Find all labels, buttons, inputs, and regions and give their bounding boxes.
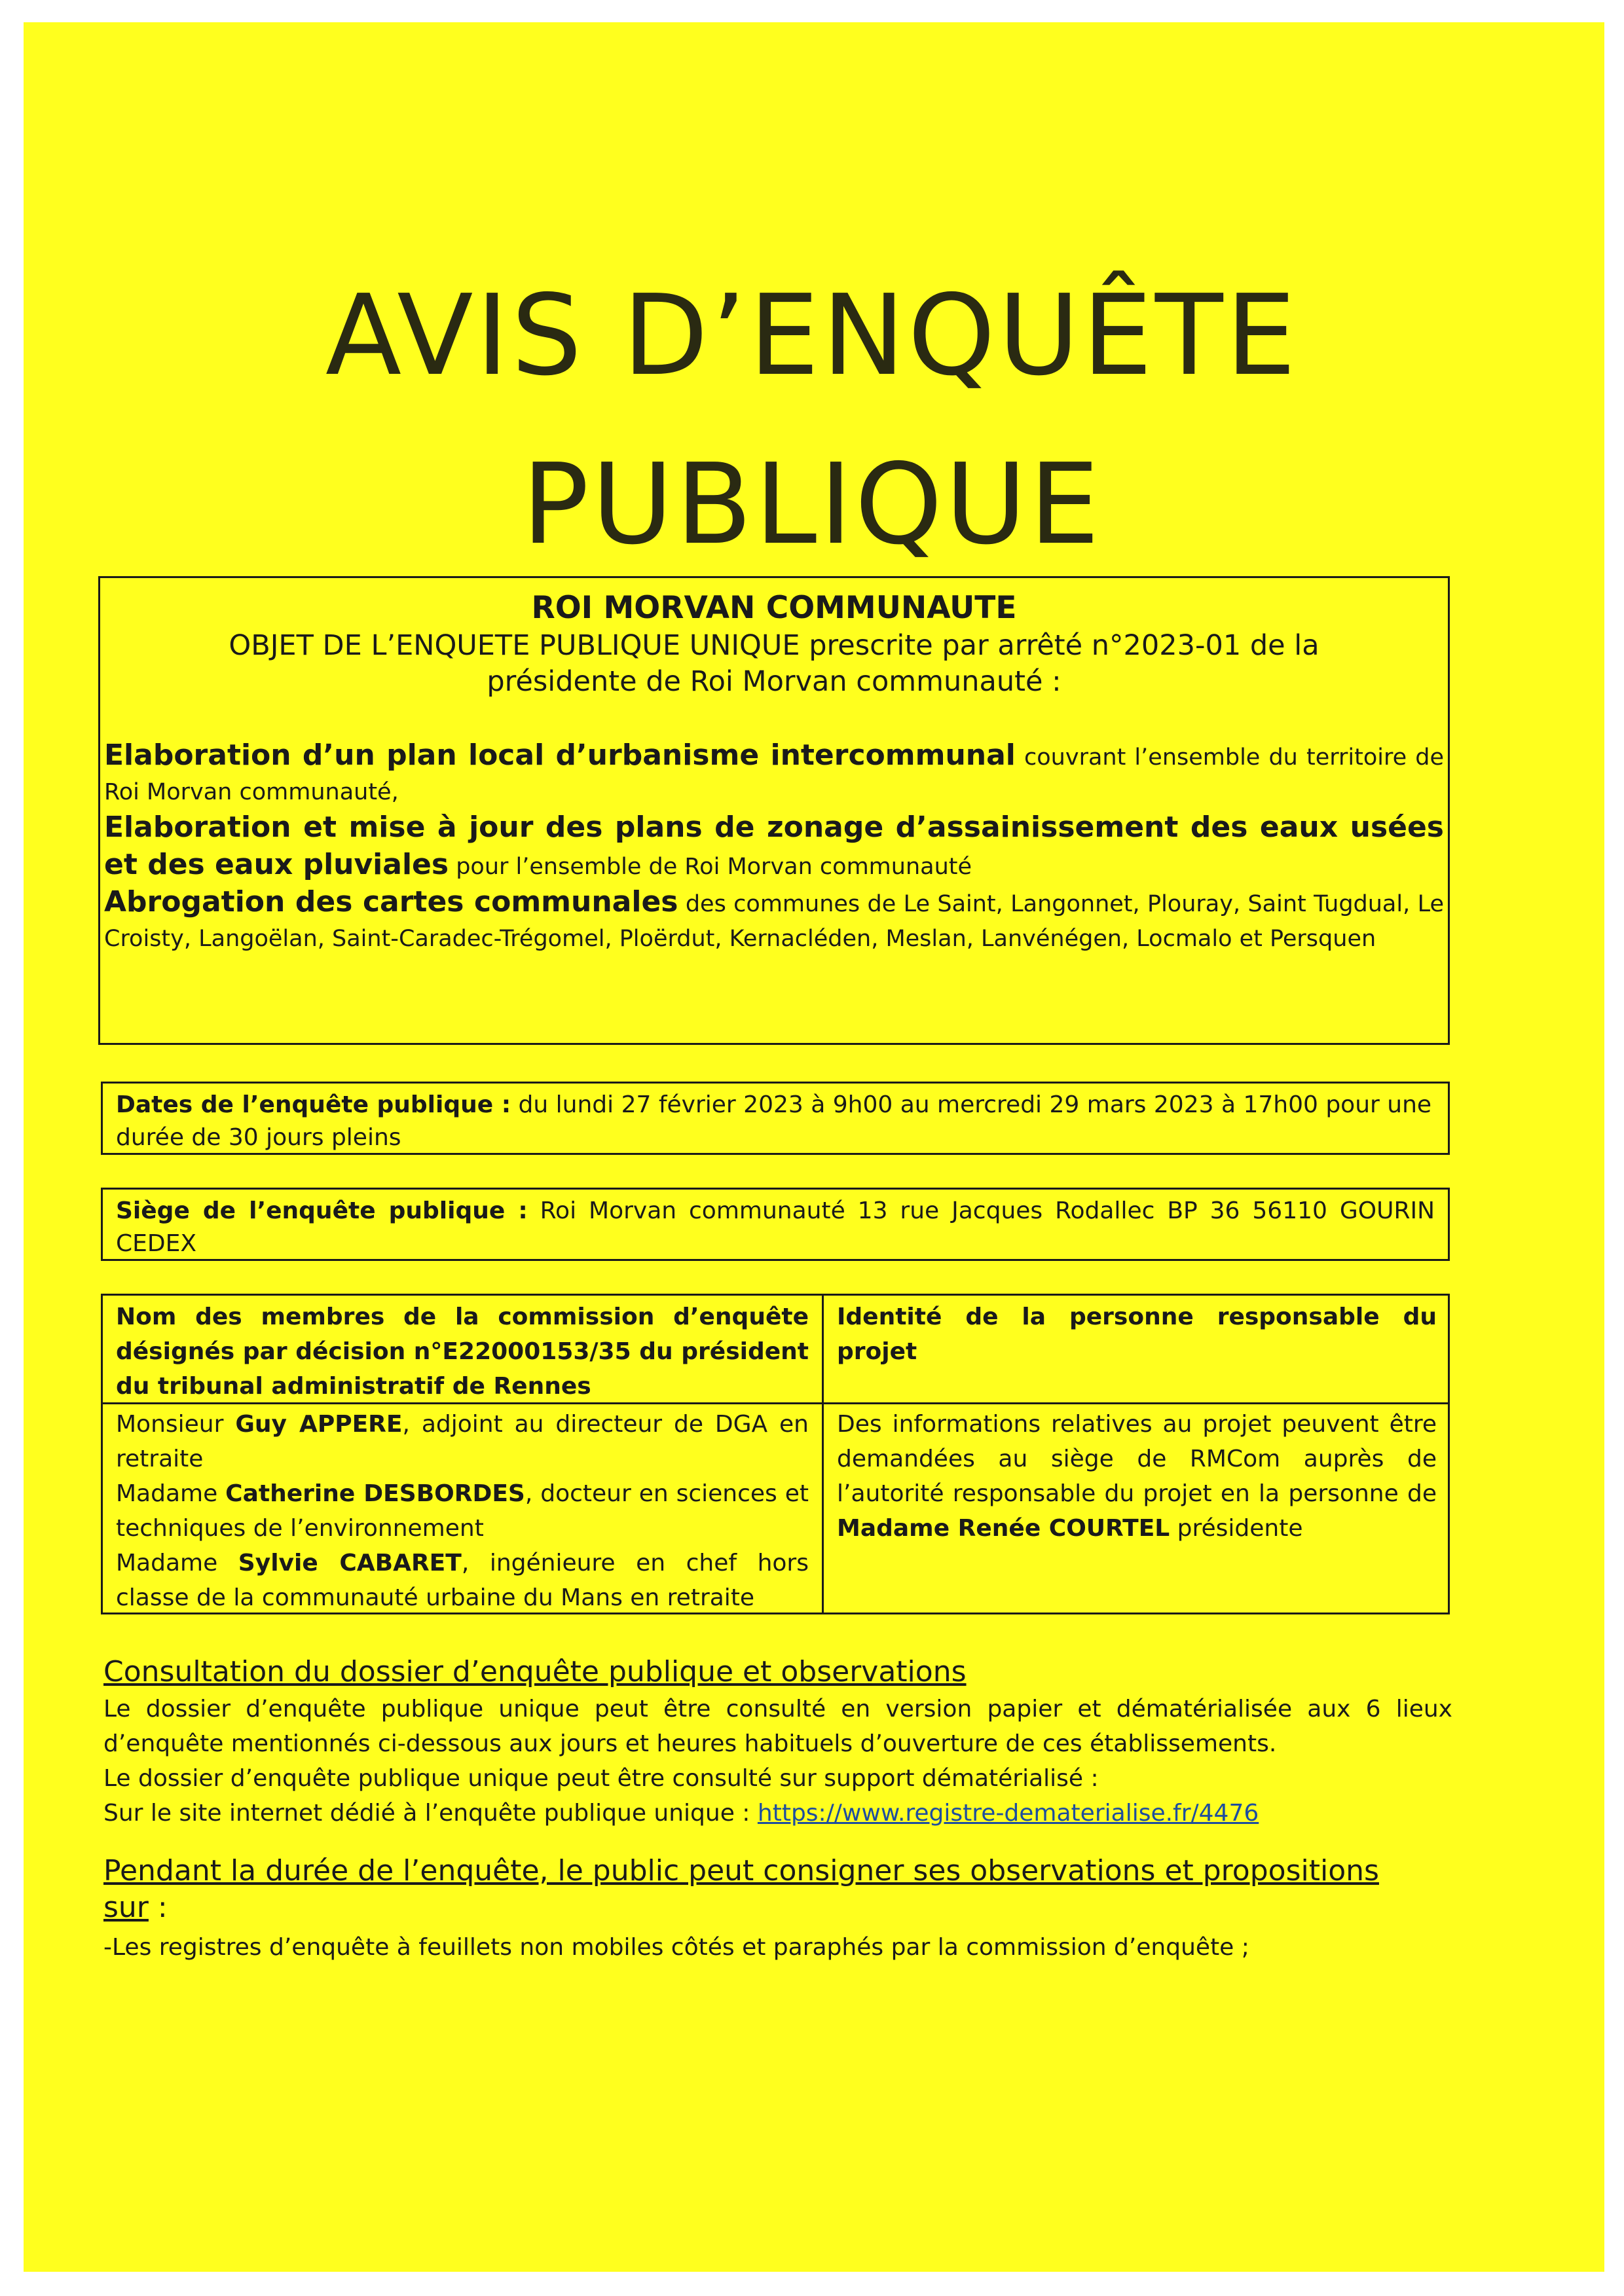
consultation-para-2: Le dossier d’enquête publique unique peut être consulté sur support dématérialisé :	[103, 1765, 1099, 1792]
registre-link[interactable]: https://www.registre-dematerialise.fr/4476	[757, 1800, 1259, 1827]
consultation-para-3: Sur le site internet dédié à l’enquête publique unique : https://www.registre-dematerialise.fr/4476	[103, 1800, 1259, 1827]
object-line-1: OBJET DE L’ENQUETE PUBLIQUE UNIQUE prescrite par arrêté n°2023-01 de la	[229, 629, 1320, 662]
commission-table	[101, 1294, 1450, 1614]
organisation-name: ROI MORVAN COMMUNAUTE	[531, 590, 1017, 626]
dates-label: Dates de l’enquête publique :	[116, 1091, 511, 1118]
title-line-2: PUBLIQUE	[521, 440, 1103, 570]
responsable-name: Madame Renée COURTEL	[837, 1515, 1170, 1542]
object-item-zonage: Elaboration et mise à jour des plans de zonage d’assainissement des eaux usées et des eaux pluviales pour l’ensemble de Roi Morvan communauté	[104, 811, 1444, 881]
consultation-para-1: Le dossier d’enquête publique unique peut être consulté en version papier et dématérialisée aux 6 lieux d’enquête mentionnés ci-dessous aux jours et heures habituels d’ouverture de ces établissements.	[103, 1696, 1452, 1757]
dates-text: du lundi 27 février 2023 à 9h00 au mercredi 29 mars 2023 à 17h00 pour une durée de 30 jours pleins	[116, 1091, 1432, 1151]
member-catherine-desbordes: Madame Catherine DESBORDES, docteur en sciences et techniques de l’environnement	[116, 1480, 809, 1542]
title-line-1: AVIS D’ENQUÊTE	[325, 271, 1299, 401]
object-item-plui: Elaboration d’un plan local d’urbanisme intercommunal couvrant l’ensemble du territoire de Roi Morvan communauté,	[104, 738, 1444, 805]
dates-box	[101, 1082, 1450, 1155]
consultation-section	[103, 1652, 1452, 1831]
siege-box	[101, 1188, 1450, 1261]
table-header-responsable: Identité de la personne responsable du projet	[837, 1303, 1437, 1365]
member-guy-appere: Monsieur Guy APPERE, adjoint au directeur de DGA en retraite	[116, 1411, 809, 1472]
member-sylvie-cabaret: Madame Sylvie CABARET, ingénieure en chef hors classe de la communauté urbaine du Mans en retraite	[116, 1550, 809, 1611]
object-item-abrogation: Abrogation des cartes communales des communes de Le Saint, Langonnet, Plouray, Saint Tugdual, Le Croisty, Langoëlan, Saint-Caradec-Trégomel, Ploërdut, Kernacléden, Meslan, Lanvénégen, Locmalo et Persquen	[104, 885, 1444, 952]
object-items	[100, 738, 1448, 957]
observations-heading: Pendant la durée de l’enquête, le public peut consigner ses observations et propositions sur :	[103, 1854, 1379, 1924]
commission-members	[103, 1404, 822, 1614]
object-line-2: présidente de Roi Morvan communauté :	[487, 665, 1061, 698]
responsable-info: Des informations relatives au projet peuvent être demandées au siège de RMCom auprès de l’autorité responsable du projet en la personne de Madame Renée COURTEL présidente	[837, 1411, 1437, 1542]
observations-section	[103, 1853, 1420, 1965]
observations-item-1: -Les registres d’enquête à feuillets non mobiles côtés et paraphés par la commission d’enquête ;	[103, 1934, 1249, 1961]
siege-text: Roi Morvan communauté 13 rue Jacques Rodallec BP 36 56110 GOURIN CEDEX	[116, 1197, 1435, 1257]
object-box	[98, 576, 1450, 1045]
siege-label: Siège de l’enquête publique :	[116, 1197, 528, 1224]
consultation-heading: Consultation du dossier d’enquête publique et observations	[103, 1655, 967, 1688]
table-header-commission: Nom des membres de la commission d’enquête désignés par décision n°E22000153/35 du président du tribunal administratif de Rennes	[116, 1303, 809, 1400]
